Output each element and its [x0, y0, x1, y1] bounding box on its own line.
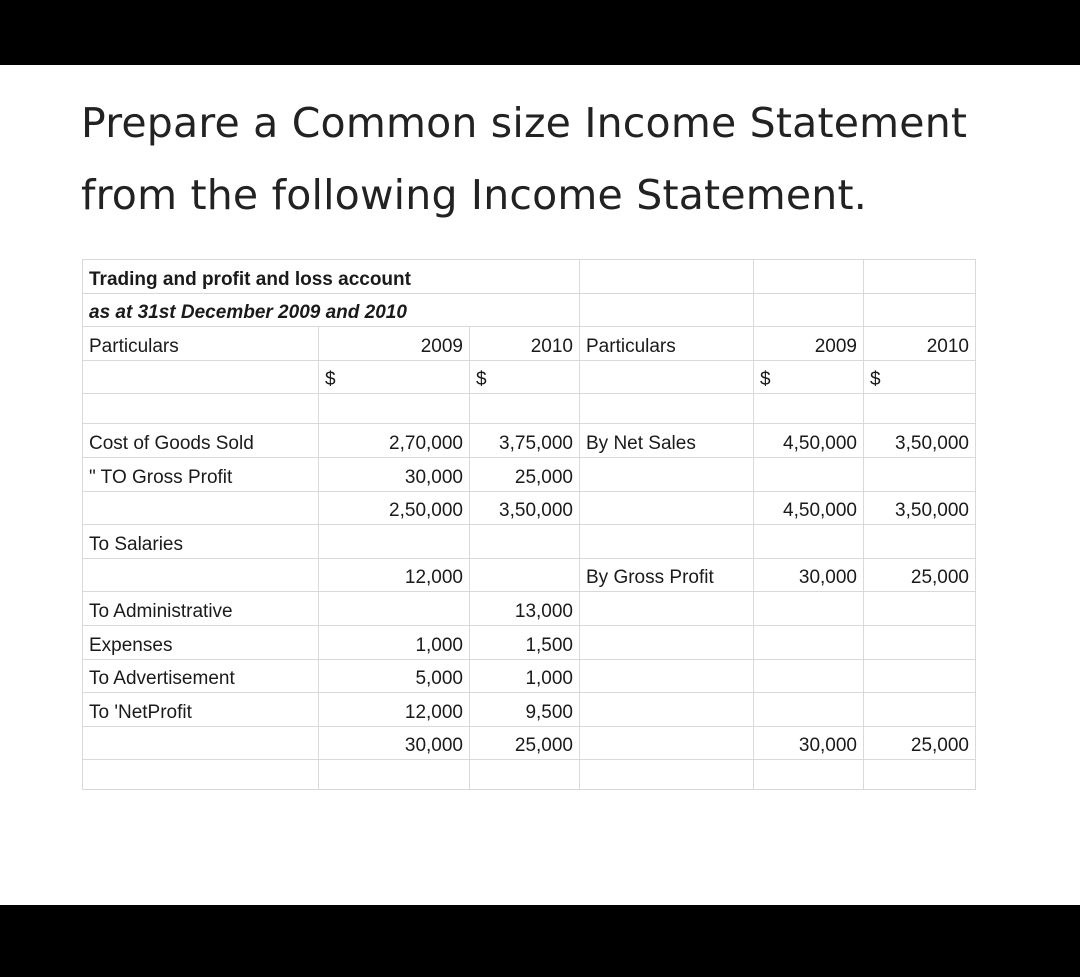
cell-2009: 12,000: [319, 693, 470, 727]
cell-2009: 12,000: [319, 558, 470, 592]
table-row: [83, 726, 976, 760]
table-row: [83, 693, 976, 727]
table-row: [83, 592, 976, 626]
document-page: [0, 65, 1080, 905]
cell-2010-right: 25,000: [864, 558, 976, 592]
cell-2010: 3,75,000: [470, 424, 580, 458]
cell-2010: 25,000: [470, 726, 580, 760]
cell-2010: 3,50,000: [470, 491, 580, 525]
cell-2010: 13,000: [470, 592, 580, 626]
cell-2009-right: 30,000: [754, 558, 864, 592]
heading-line-2: from the following Income Statement.: [81, 171, 867, 219]
row-label-right: By Net Sales: [580, 424, 754, 458]
table-row: [83, 525, 976, 559]
table-subtitle-row: [83, 293, 976, 327]
cell-2009: 2,70,000: [319, 424, 470, 458]
row-label-right: By Gross Profit: [580, 558, 754, 592]
cell-2009-right: 30,000: [754, 726, 864, 760]
row-label: Expenses: [83, 625, 319, 659]
heading-line-1: Prepare a Common size Income Statement: [81, 99, 968, 147]
table-row: [83, 760, 976, 790]
header-2010-right: 2010: [864, 327, 976, 361]
income-statement-table: [82, 259, 976, 790]
table-row: [83, 424, 976, 458]
cell-2010: 9,500: [470, 693, 580, 727]
header-2009-left: 2009: [319, 327, 470, 361]
row-label: Cost of Goods Sold: [83, 424, 319, 458]
header-2009-right: 2009: [754, 327, 864, 361]
row-label: To Administrative: [83, 592, 319, 626]
cell-2009: 30,000: [319, 457, 470, 491]
row-label: " TO Gross Profit: [83, 457, 319, 491]
cell-2009: 2,50,000: [319, 491, 470, 525]
header-2010-left: 2010: [470, 327, 580, 361]
header-particulars-right: Particulars: [580, 327, 754, 361]
table-row: [83, 625, 976, 659]
cell-2010-right: 3,50,000: [864, 424, 976, 458]
row-label: To Salaries: [83, 525, 319, 559]
cell-2010-right: 25,000: [864, 726, 976, 760]
table-subtitle: as at 31st December 2009 and 2010: [83, 293, 580, 327]
row-label: To 'NetProfit: [83, 693, 319, 727]
table-row: [83, 659, 976, 693]
currency-2009-right: $: [754, 360, 864, 394]
page-heading: [81, 87, 967, 231]
header-row: [83, 327, 976, 361]
currency-2010-right: $: [864, 360, 976, 394]
cell-2009: 1,000: [319, 625, 470, 659]
cell-2009-right: 4,50,000: [754, 491, 864, 525]
table-row: [83, 394, 976, 424]
cell-2009: 5,000: [319, 659, 470, 693]
currency-2009-left: $: [319, 360, 470, 394]
currency-2010-left: $: [470, 360, 580, 394]
cell-2009: 30,000: [319, 726, 470, 760]
cell-2010: 1,000: [470, 659, 580, 693]
table-row: [83, 491, 976, 525]
row-label: To Advertisement: [83, 659, 319, 693]
table-row: [83, 457, 976, 491]
table-row: [83, 558, 976, 592]
header-particulars-left: Particulars: [83, 327, 319, 361]
cell-2010: 1,500: [470, 625, 580, 659]
currency-row: [83, 360, 976, 394]
cell-2009-right: 4,50,000: [754, 424, 864, 458]
cell-2010-right: 3,50,000: [864, 491, 976, 525]
table-title-row: [83, 260, 976, 294]
table-title: Trading and profit and loss account: [83, 260, 580, 294]
cell-2010: 25,000: [470, 457, 580, 491]
